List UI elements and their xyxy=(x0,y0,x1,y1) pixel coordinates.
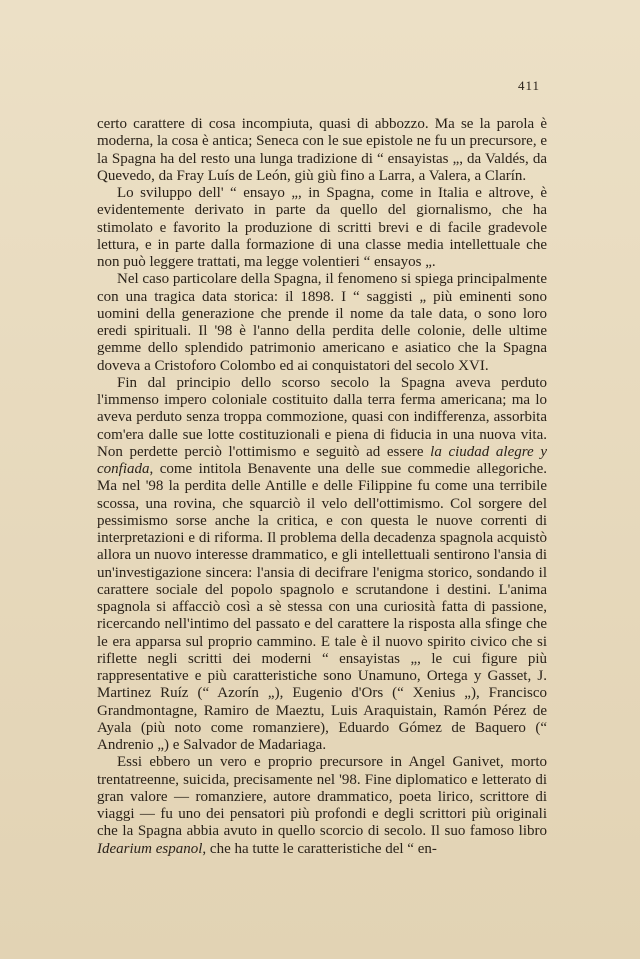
page-number: 411 xyxy=(517,78,540,93)
paragraph: Essi ebbero un vero e proprio precursore in Angel Ganivet, morto trentatreenne, suicida, precisamente nel '98. Fine diplomatico e letterato di gran valore — romanziere, autore drammatico, poeta lirico, scrittore di viaggi — fu uno dei pensatori più profondi e degli scrittori più originali che la Spagna abbia avuto in quello scorcio di secolo. Il suo famoso libro Idearium espanol, che ha tutte le caratteristiche del “ en- xyxy=(97,754,547,857)
paragraph: certo carattere di cosa incompiuta, quasi di abbozzo. Ma se la parola è moderna, la cosa è antica; Seneca con le sue epistole ne fu un precursore, e la Spagna ha del resto una lunga tradizione di “ ensayistas „, da Valdés, da Quevedo, da Fray Luís de León, giù giù fino a Larra, a Valera, a Clarín. xyxy=(97,116,547,184)
paragraph: Lo sviluppo dell' “ ensayo „, in Spagna, come in Italia e altrove, è evidentemente derivato in parte da quello del giornalismo, che ha stimolato e favorito la produzione di scritti brevi e di facile gradevole lettura, e in parte dalla formazione di una classe media intellettuale che non può leggere trattati, ma legge volentieri “ ensayos „. xyxy=(97,185,547,270)
paragraph: Nel caso particolare della Spagna, il fenomeno si spiega principalmente con una tragica data storica: il 1898. I “ saggisti „ più eminenti sono uomini della generazione che prende il nome da tale data, o sono loro eredi spirituali. Il '98 è l'anno della perdita delle colonie, delle ultime gemme dello splendido patrimonio americano e asiatico che la Spagna doveva a Cristoforo Colombo ed ai conquistatori del secolo XVI. xyxy=(97,271,547,374)
paragraph: Fin dal principio dello scorso secolo la Spagna aveva perduto l'immenso impero coloniale costituito dalla terra ferma americana; ma lo aveva perduto senza troppa commozione, quasi con indifferenza, assorbita com'era dalle sue lotte costituzionali e piena di fiducia in una nuova vita. Non perdette perciò l'ottimismo e seguitò ad essere la ciudad alegre y confiada, come intitola Benavente una delle sue commedie allegoriche. Ma nel '98 la perdita delle Antille e delle Filippine fu come una terribile scossa, una rovina, che squarciò il velo dell'ottimismo. Col sorgere del pessimismo sorse anche la critica, e con questa le nuove correnti di interpretazioni e di riforma. Il problema della decadenza spagnola acquistò allora un nuovo interesse drammatico, e gli intellettuali sentirono l'ansia di un'investigazione sincera: l'ansia di decifrare l'enigma storico, sondando il carattere sociale del popolo spagnolo e scrutandone i destini. L'anima spagnola si affacciò così a sè stessa con una curiosità fatta di passione, ricercando nell'intimo del passato e del carattere la risposta alla sfinge che le era apparsa sul proprio cammino. E tale è il nuovo spirito civico che si riflette negli scritti dei moderni “ ensayistas „, le cui figure più rappresentative e più caratteristiche sono Unamuno, Ortega y Gasset, J. Martinez Ruíz (“ Azorín „), Eugenio d'Ors (“ Xenius „), Francisco Grandmontagne, Ramiro de Maeztu, Luis Araquistain, Ramón Pérez de Ayala (più noto come romanziere), Eduardo Gómez de Baquero (“ Andrenio „) e Salvador de Madariaga. xyxy=(97,374,547,753)
body-text xyxy=(97,116,547,858)
